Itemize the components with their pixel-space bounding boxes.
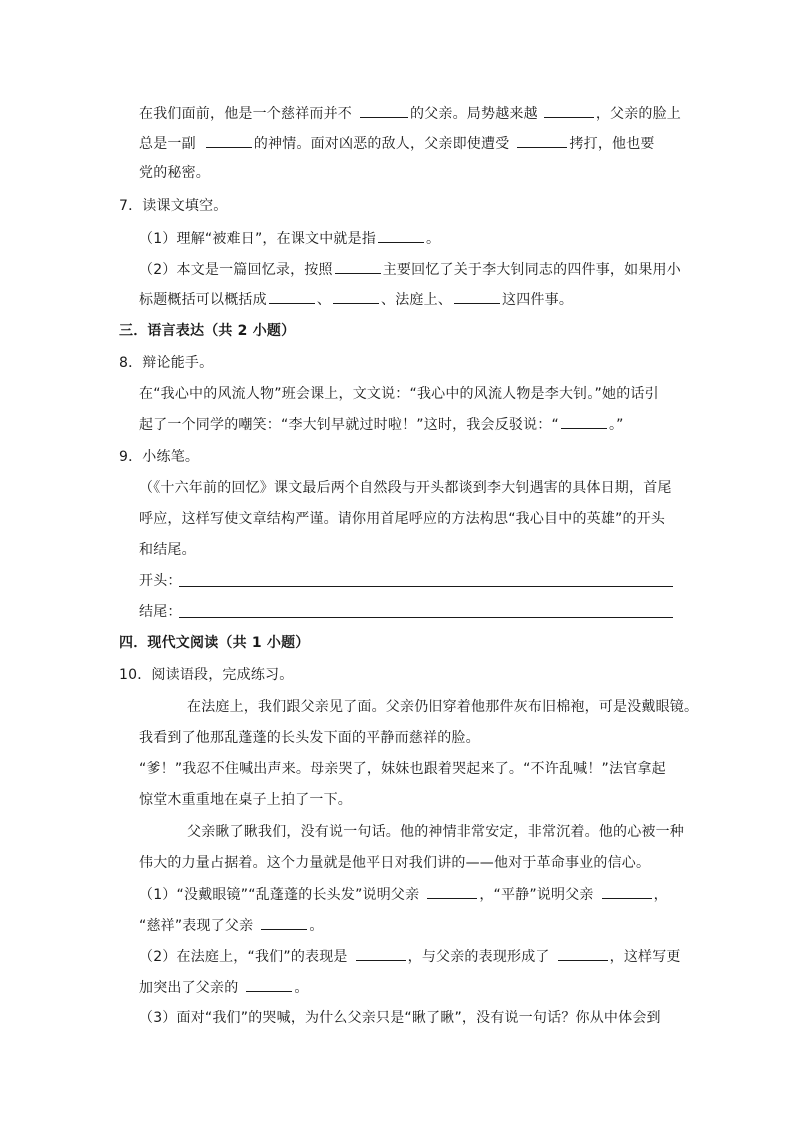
- q9-start-answer-line[interactable]: [179, 586, 673, 587]
- blank[interactable]: [454, 289, 500, 304]
- q9-line-2: 呼应，这样写使文章结构严谨。请你用首尾呼应的方法构思“我心目中的英雄”的开头: [139, 511, 666, 527]
- blank[interactable]: [335, 259, 381, 274]
- blank[interactable]: [356, 946, 406, 961]
- blank[interactable]: [378, 228, 424, 243]
- blank[interactable]: [269, 289, 315, 304]
- q9-line-3: 和结尾。: [139, 542, 196, 558]
- section-3-heading: 三．语言表达（共 2 小题）: [119, 323, 296, 339]
- q10-sub-3-line-1: （3）面对“我们”的哭喊，为什么父亲只是“瞅了瞅”，没有说一句话？你从中体会到: [139, 1010, 661, 1026]
- blank[interactable]: [561, 414, 607, 429]
- blank[interactable]: [558, 946, 608, 961]
- q10-passage-a-line-1: 在法庭上，我们跟父亲见了面。父亲仍旧穿着他那件灰布旧棉袍，可是没戴眼镜。: [187, 699, 699, 715]
- q10-sub-2-line-1: （2）在法庭上，“我们”的表现是 ，与父亲的表现形成了 ，这样写更: [139, 946, 681, 967]
- q7-title: 7．读课文填空。: [119, 198, 228, 214]
- q10-passage-b-line-1: “爹！”我忍不住喊出声来。母亲哭了，妹妹也跟着哭起来了。“不许乱喊！”法官拿起: [139, 761, 666, 777]
- blank[interactable]: [206, 133, 252, 148]
- q6-line-1: 在我们面前，他是一个慈祥而并不 的父亲。局势越来越 ，父亲的脸上: [139, 103, 681, 124]
- q7-part-2-line-1: （2）本文是一篇回忆录，按照 主要回忆了关于李大钊同志的四件事，如果用小: [139, 259, 681, 280]
- q10-passage-c-line-1: 父亲瞅了瞅我们，没有说一句话。他的神情非常安定，非常沉着。他的心被一种: [187, 824, 684, 840]
- q10-sub-2-line-2: 加突出了父亲的 。: [139, 977, 309, 998]
- q6-line-3: 党的秘密。: [139, 165, 210, 181]
- q9-end-answer-line[interactable]: [179, 617, 673, 618]
- blank[interactable]: [246, 977, 292, 992]
- q8-title: 8．辩论能手。: [119, 355, 214, 371]
- blank[interactable]: [360, 103, 408, 118]
- q10-sub-1-line-2: “慈祥”表现了父亲 。: [139, 915, 324, 936]
- q10-passage-c-line-2: 伟大的力量占据着。这个力量就是他平日对我们讲的——他对于革命事业的信心。: [139, 855, 651, 871]
- blank[interactable]: [427, 884, 477, 899]
- blank[interactable]: [544, 103, 594, 118]
- q10-sub-1-line-1: （1）“没戴眼镜”“乱蓬蓬的长头发”说明父亲 ，“平静”说明父亲 ，: [139, 884, 668, 905]
- q10-passage-a-line-2: 我看到了他那乱蓬蓬的长头发下面的平静而慈祥的脸。: [139, 730, 480, 746]
- blank[interactable]: [602, 884, 652, 899]
- blank[interactable]: [517, 133, 567, 148]
- q10-title: 10．阅读语段，完成练习。: [119, 667, 294, 683]
- q9-title: 9．小练笔。: [119, 449, 200, 465]
- q7-part-1: （1）理解“被难日”，在课文中就是指 。: [139, 228, 440, 249]
- q9-end-label: 结尾：: [139, 604, 182, 620]
- q9-line-1: （《十六年前的回忆》课文最后两个自然段与开头都谈到李大钊遇害的具体日期，首尾: [139, 480, 672, 496]
- q8-line-2: 起了一个同学的嘲笑：“李大钊早就过时啦！”这时，我会反驳说：“ 。”: [139, 414, 624, 435]
- q10-passage-b-line-2: 惊堂木重重地在桌子上拍了一下。: [139, 792, 352, 808]
- q9-start-label: 开头：: [139, 573, 182, 589]
- q7-part-2-line-2: 标题概括可以概括成 、 、法庭上、 这四件事。: [139, 289, 573, 310]
- blank[interactable]: [261, 915, 307, 930]
- q8-line-1: 在“我心中的风流人物”班会课上，文文说：“我心中的风流人物是李大钊。”她的话引: [139, 386, 659, 402]
- section-4-heading: 四．现代文阅读（共 1 小题）: [119, 635, 310, 651]
- q6-line-2: 总是一副 的神情。面对凶恶的敌人，父亲即使遭受 拷打，他也要: [139, 133, 655, 154]
- blank[interactable]: [333, 289, 379, 304]
